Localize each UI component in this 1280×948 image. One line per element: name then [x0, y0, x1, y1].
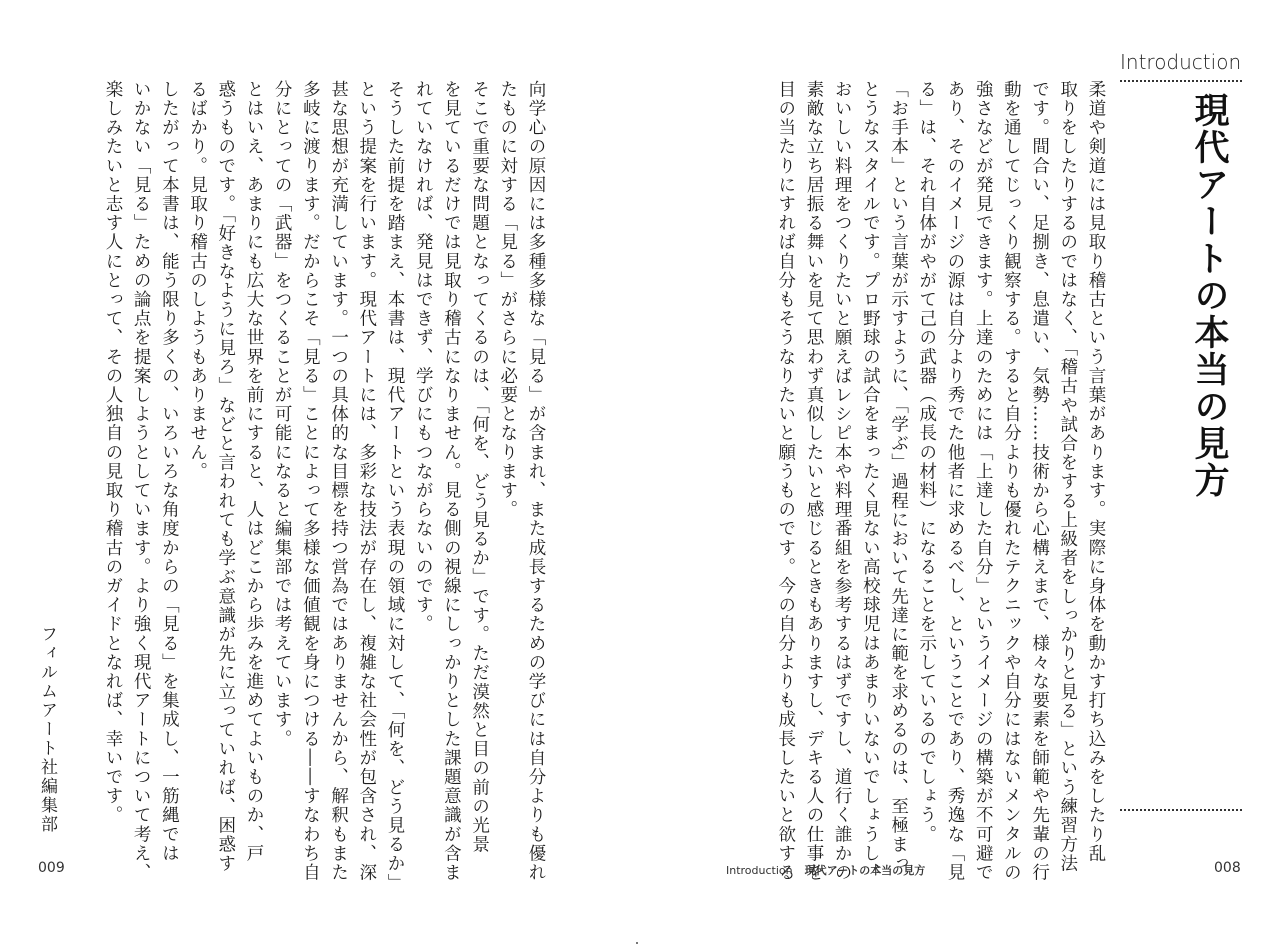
text-column: おいしい料理をつくりたいと願えばレシピ本や料理番組を参考するはずですし、道行く誰かの: [832, 80, 853, 883]
text-column: 「お手本」という言葉が示すように、「学ぶ」過程において先達に範を求めるのは、至極まっ: [888, 80, 909, 874]
text-column: 素敵な立ち居振る舞いを見て思わず真似したいと感じるときもありますし、デキる人の仕事を: [803, 80, 824, 883]
page-number-left: 009: [38, 860, 65, 876]
gutter-mark: [636, 942, 638, 944]
page-number-right: 008: [1214, 860, 1241, 876]
text-column: るばかり。見取り稽古のしようもありません。: [187, 80, 208, 482]
text-column: そこで重要な問題となってくるのは、「何を、どう見るか」です。ただ漠然と目の前の光景: [469, 80, 490, 855]
text-column: です。間合い、足捌き、息遣い、気勢……技術から心構えまで、様々な要素を師範や先輩の行: [1029, 80, 1050, 883]
page-title: 現代アートの本当の見方: [1189, 92, 1229, 499]
text-column: とはいえ、あまりにも広大な世界を前にすると、人はどこから歩みを進めてよいものか、戸: [243, 80, 264, 864]
running-section: Introduction: [726, 864, 793, 877]
text-column: る」は、それ自体がやがて己の武器（成長の材料）になることを示しているのでしょう。: [916, 80, 937, 844]
dotted-rule-bottom: [1120, 809, 1242, 811]
text-column: 甚な思想が充満しています。一つの具体的な目標を持つ営為ではありませんから、解釈もまた: [328, 80, 349, 883]
left-page-body: [80, 80, 550, 893]
text-column: いかない「見る」ための論点を提案しようとしています。より強く現代アートについて考え、: [131, 80, 152, 883]
text-column: 惑うものです。「好きなように見ろ」などと言われても学ぶ意識が先に立っていれば、困惑す: [215, 80, 236, 874]
text-column: あり、そのイメージの源は自分より秀でた他者に求めるべし、ということであり、秀逸な「見: [944, 80, 965, 883]
text-column: れていなければ、発見はできず、学びにもつながらないのです。: [413, 80, 434, 634]
text-column: を見ているだけでは見取り稽古になりません。見る側の視線にしっかりとした課題意識が含ま: [441, 80, 462, 883]
text-column: 向学心の原因には多種多様な「見る」が含まれ、また成長するための学びには自分よりも優れ: [526, 80, 546, 883]
text-column: 動を通してじっくり観察する。すると自分よりも優れたテクニックや自分にはないメンタルの: [1001, 80, 1022, 883]
author-signature: フィルムアート社編集部: [37, 625, 57, 834]
text-column: 目の当たりにすれば自分もそうなりたいと願うものです。今の自分よりも成長したいと欲する: [775, 80, 796, 883]
text-column: とうなスタイルです。プロ野球の試合をまったく見ない高校球児はあまりいないでしょうし、: [860, 80, 881, 883]
text-column: 取りをしたりするのではなく、「稽古や試合をする上級者をしっかりと見る」という練習方法: [1057, 80, 1078, 874]
text-column: そうした前提を踏まえ、本書は、現代アートという表現の領域に対して、「何を、どう見るか」: [384, 80, 405, 893]
text-column: したがって本書は、能う限り多くの、いろいろな角度からの「見る」を集成し、一筋縄では: [159, 80, 180, 864]
text-column: という提案を行います。現代アートには、多彩な技法が存在し、複雑な社会性が包含され、深: [356, 80, 377, 883]
running-header: [726, 862, 925, 878]
dotted-rule-top: [1120, 80, 1242, 82]
text-column: 柔道や剣道には見取り稽古という言葉があります。実際に身体を動かす打ち込みをしたり乱: [1086, 80, 1106, 864]
text-column: 多岐に渡ります。だからこそ「見る」ことによって多様な価値観を身につける――すなわち自: [300, 80, 321, 883]
section-label: Introduction: [1120, 50, 1242, 74]
text-column: 強さなどが発見できます。上達のためには「上達した自分」というイメージの構築が不可避で: [973, 80, 994, 883]
text-column: 分にとっての「武器」をつくることが可能になると編集部では考えています。: [272, 80, 293, 749]
text-column: 楽しみたいと志す人にとって、その人独自の見取り稽古のガイドとなれば、幸いです。: [102, 80, 123, 825]
text-column: たものに対する「見る」がさらに必要となります。: [497, 80, 518, 520]
running-title: 現代アートの本当の見方: [804, 864, 926, 877]
